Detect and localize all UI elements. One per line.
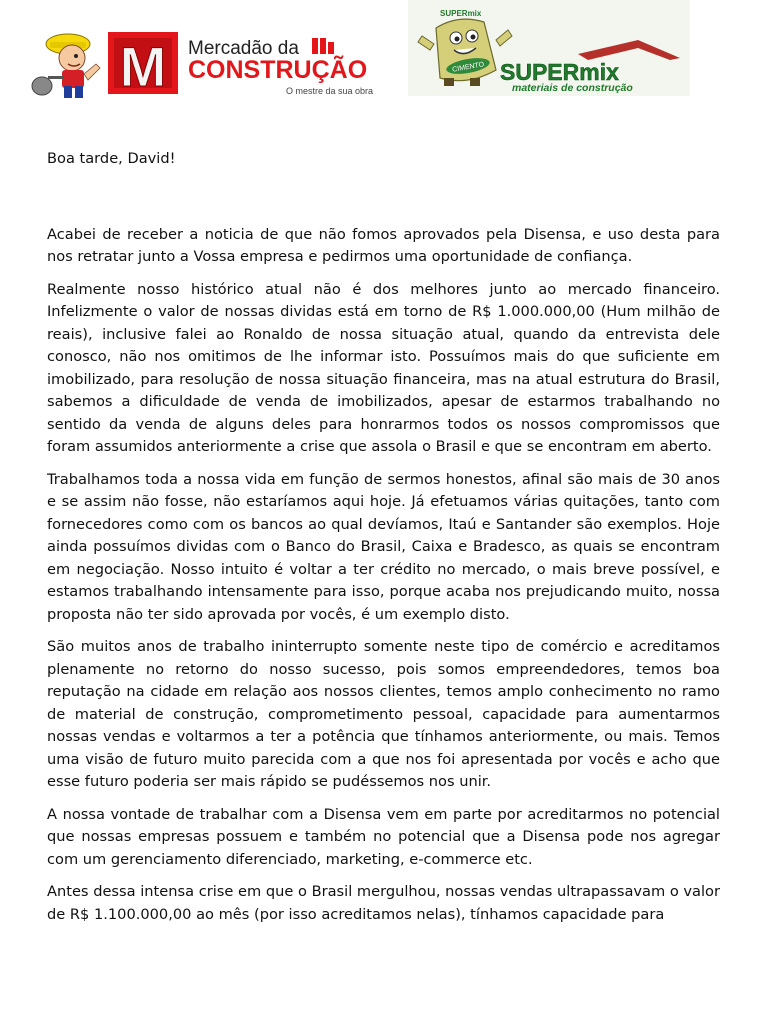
svg-text:M: M	[119, 35, 167, 98]
paragraph-4: São muitos anos de trabalho ininterrupto somente neste tipo de comércio e acreditamos plenamente no retorno do nosso sucesso, pois somos empreendedores, temos boa reputação na cidade em relação aos nossos clientes, temos amplo conhecimento no ramo de material de construção, comprometimento pessoal, capacidade para aumentarmos nossas vendas e voltarmos a ter a potência que tínhamos anteriormente, ou mais. Temos uma visão de futuro muito parecida com a que nos foi apresentada por vocês e acho que esse futuro poderia ser mais rápido se pudéssemos nos unir.	[47, 638, 720, 790]
svg-text:CIMENTO: CIMENTO	[451, 61, 485, 74]
builder-mascot-icon	[32, 34, 100, 98]
letter-body	[47, 148, 720, 936]
letterhead	[0, 0, 768, 100]
supermix-logo	[408, 0, 690, 96]
paragraph-3: Trabalhamos toda a nossa vida em função de sermos honestos, afinal são mais de 30 anos e se assim não fosse, não estaríamos aqui hoje. Já efetuamos várias quitações, tanto com fornecedores como com os bancos ao qual devíamos, Itaú e Santander são exemplos. Hoje ainda possuímos dividas com o Banco do Brasil, Caixa e Bradesco, as quais se encontram em negociação. Nosso intuito é voltar a ter crédito no mercado, o mais breve possível, e estamos trabalhando intensamente para isso, porque acaba nos prejudicando muito, nossa proposta não ter sido aprovada por vocês, é um exemplo disto.	[47, 470, 720, 623]
svg-text:O mestre da sua obra: O mestre da sua obra	[286, 86, 374, 96]
svg-text:SUPERmix: SUPERmix	[440, 9, 482, 18]
svg-text:CONSTRUÇÃO: CONSTRUÇÃO	[188, 56, 368, 84]
paragraph-2: Realmente nosso histórico atual não é dos melhores junto ao mercado financeiro. Infelizmente o valor de nossas dividas está em torno de R$ 1.000.000,00 (Hum milhão de reais), inclusive falei ao Ronaldo de nossa situação atual, quando da entrevista dele conosco, não nos omitimos de lhe informar isto. Possuímos mais do que suficiente em imobilizado, para resolução de nossa situação financeira, mas na atual estrutura do Brasil, sabemos a dificuldade de venda de imobilizados, apesar de estarmos trabalhando no sentido da venda de alguns deles para honrarmos todos os nossos compromissos que foram assumidos anteriormente a crise que assola o Brasil e que se encontram em aberto.	[47, 280, 720, 455]
mercadao-da-construcao-logo	[28, 24, 393, 100]
paragraph-1: Acabei de receber a noticia de que não fomos aprovados pela Disensa, e uso desta para nos retratar junto a Vossa empresa e pedirmos uma oportunidade de confiança.	[47, 225, 720, 265]
m-monogram	[108, 32, 178, 98]
paragraph-5: A nossa vontade de trabalhar com a Disensa vem em parte por acreditarmos no potencial que nossas empresas possuem e também no potencial que a Disensa pode nos agregar com um gerenciamento diferenciado, marketing, e-commerce etc.	[47, 805, 720, 868]
paragraph-6: Antes dessa intensa crise em que o Brasil mergulhou, nossas vendas ultrapassavam o valor de R$ 1.100.000,00 ao mês (por isso acreditamos nelas), tínhamos capacidade para	[47, 883, 720, 923]
svg-text:SUPERmix: SUPERmix	[500, 59, 619, 85]
svg-text:Mercadão da: Mercadão da	[188, 38, 299, 59]
svg-text:materiais de construção: materiais de construção	[512, 82, 633, 94]
greeting: Boa tarde, David!	[47, 150, 176, 167]
